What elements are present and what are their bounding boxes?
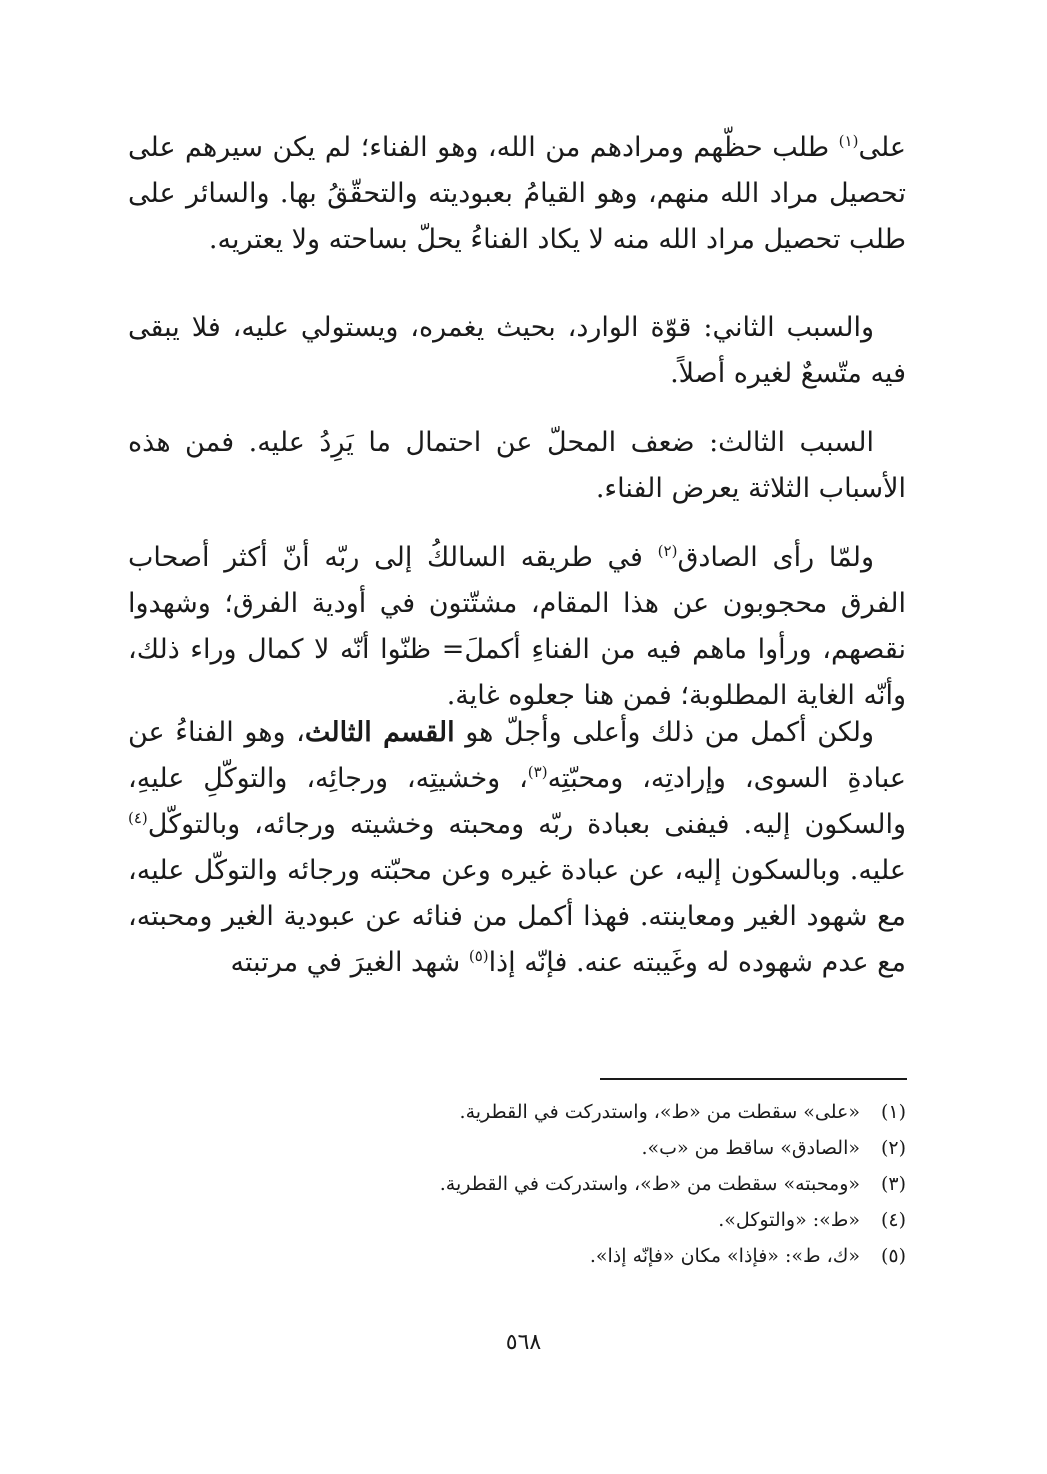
paragraph-text: شهد الغيرَ في مرتبته [230, 947, 469, 978]
footnote-ref-4[interactable]: (٤) [128, 809, 148, 827]
footnote-ref-1[interactable]: (١) [838, 132, 859, 150]
footnote-divider [600, 1078, 907, 1080]
footnote-2 [330, 1130, 906, 1166]
paragraph-text: في طريقه السالكُ إلى ربّه أنّ أكثر أصحاب الفرق محجوبون عن هذا المقام، مشتّتون في أودية الفرق؛ وشهدوا نقصهم، ورأوا ماهم فيه من الفناءِ أكملَ= ظنّوا أنّه لا كمال وراء ذلك، وأنّه الغاية المطلوبة؛ فمن هنا جعلوه غاية. [128, 542, 906, 711]
footnote-ref-5[interactable]: (٥) [468, 947, 489, 965]
paragraph-text: على [858, 132, 906, 163]
paragraph-text: ولكن أكمل من ذلك وأعلى وأجلّ هو [454, 717, 874, 748]
footnote-number: (١) [880, 1101, 906, 1123]
footnote-text: «الصادق» ساقط من «ب». [641, 1137, 860, 1159]
footnote-text: «على» سقطت من «ط»، واستدركت في القطرية. [459, 1101, 860, 1123]
footnotes [330, 1094, 906, 1274]
paragraph-5 [128, 710, 906, 986]
footnote-5 [330, 1238, 906, 1274]
footnote-text: «ك، ط»: «فإذا» مكان «فإنّه إذا». [589, 1245, 860, 1267]
footnote-number: (٣) [880, 1173, 906, 1195]
footnote-text: «ومحبته» سقطت من «ط»، واستدركت في القطرية. [439, 1173, 860, 1195]
footnote-ref-3[interactable]: (٣) [527, 763, 548, 781]
paragraph-text: ولمّا رأى الصادق [677, 542, 874, 573]
paragraph-text: عليه. وبالسكون إليه، عن عبادة غيره وعن محبّته ورجائه والتوكّل عليه، مع شهود الغير ومعاينته. فهذا أكمل من فنائه عن عبودية الغير ومحبته، مع عدم شهوده له وغَيبته عنه. فإنّه إذا [128, 855, 906, 978]
paragraph-2 [128, 305, 906, 397]
paragraph-text: ، وخشيتِه، ورجائِه، والتوكّلِ عليهِ، والسكون إليه. فيفنى بعبادة ربّه ومحبته وخشيته ورجائه، وبالتوكّل [128, 763, 906, 840]
paragraph-text: والسبب الثاني: قوّة الوارد، بحيث يغمره، ويستولي عليه، فلا يبقى فيه متّسعٌ لغيره أصلاً. [128, 312, 906, 389]
paragraph-text: طلب حظّهم ومرادهم من الله، وهو الفناء؛ لم يكن سيرهم على تحصيل مراد الله منهم، وهو القيامُ بعبوديته والتحقّقُ بها. والسائر على طلب تحصيل مراد الله منه لا يكاد الفناءُ يحلّ بساحته ولا يعتريه. [128, 132, 906, 255]
paragraph-4 [128, 535, 906, 719]
footnote-1 [330, 1094, 906, 1130]
page-number: ٥٦٨ [505, 1330, 542, 1355]
paragraph-3 [128, 420, 906, 512]
footnote-number: (٥) [880, 1245, 906, 1267]
paragraph-text: السبب الثالث: ضعف المحلّ عن احتمال ما يَرِدُ عليه. فمن هذه الأسباب الثلاثة يعرض الفناء. [128, 427, 906, 504]
footnote-3 [330, 1166, 906, 1202]
footnote-number: (٢) [880, 1137, 906, 1159]
footnote-text: «ط»: «والتوكل». [718, 1209, 860, 1231]
emphasis-text: القسم الثالث [304, 717, 455, 748]
paragraph-1 [128, 125, 906, 263]
footnote-number: (٤) [880, 1209, 906, 1231]
paragraph-text: ، وهو الفناءُ عن عبادةِ السوى، وإرادتِه، ومحبّتِه [128, 717, 906, 794]
footnote-4 [330, 1202, 906, 1238]
footnote-ref-2[interactable]: (٢) [657, 542, 678, 560]
